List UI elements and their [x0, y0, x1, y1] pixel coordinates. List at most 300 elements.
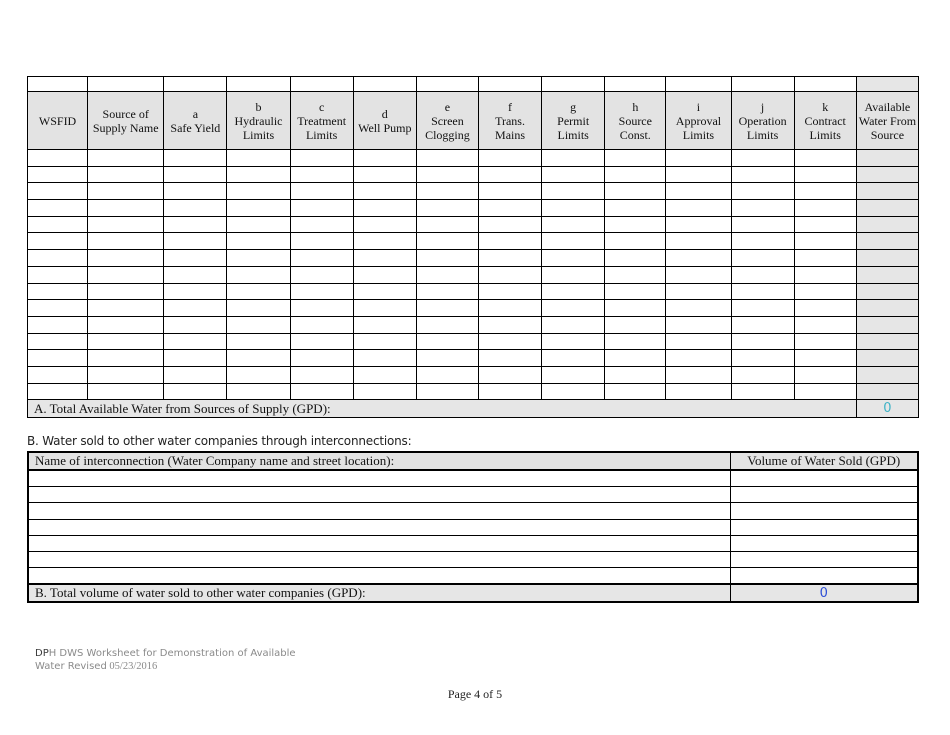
entry-cell[interactable]: [164, 283, 227, 300]
entry-cell[interactable]: [290, 383, 353, 400]
entry-cell[interactable]: [856, 233, 918, 250]
entry-cell[interactable]: [731, 250, 794, 267]
total-available-label: A. Total Available Water from Sources of Supply (GPD):: [28, 400, 857, 418]
entry-cell[interactable]: [794, 183, 856, 200]
entry-cell[interactable]: [353, 200, 416, 217]
column-label: Screen Clogging: [425, 113, 470, 142]
entry-cell[interactable]: [478, 150, 541, 167]
entry-cell[interactable]: [353, 150, 416, 167]
entry-cell[interactable]: [478, 383, 541, 400]
entry-cell[interactable]: [856, 366, 918, 383]
entry-cell[interactable]: [164, 250, 227, 267]
column-label: Approval Limits: [675, 113, 722, 142]
entry-cell[interactable]: [28, 283, 88, 300]
entry-cell[interactable]: [666, 150, 731, 167]
entry-cell[interactable]: [731, 333, 794, 350]
entry-cell[interactable]: [416, 283, 478, 300]
entry-cell[interactable]: [290, 183, 353, 200]
entry-cell[interactable]: [227, 250, 290, 267]
interconnection-row: [28, 470, 918, 487]
entry-cell[interactable]: [88, 200, 164, 217]
entry-cell[interactable]: [88, 300, 164, 317]
entry-cell[interactable]: [478, 283, 541, 300]
entry-cell[interactable]: [666, 333, 731, 350]
entry-cell[interactable]: [542, 300, 605, 317]
entry-cell[interactable]: [605, 366, 666, 383]
spacer-cell: [794, 77, 856, 92]
column-letter: f: [508, 99, 513, 114]
entry-cell[interactable]: [794, 366, 856, 383]
entry-cell[interactable]: [605, 333, 666, 350]
entry-cell[interactable]: [416, 233, 478, 250]
column-header: [794, 92, 856, 150]
column-letter: h: [632, 99, 639, 114]
page-number: Page 4 of 5: [447, 687, 503, 701]
entry-cell[interactable]: [290, 366, 353, 383]
entry-cell[interactable]: [164, 233, 227, 250]
entry-cell[interactable]: [542, 350, 605, 367]
entry-cell[interactable]: [416, 216, 478, 233]
spacer-cell: [227, 77, 290, 92]
entry-cell[interactable]: [856, 316, 918, 333]
entry-cell[interactable]: [794, 233, 856, 250]
entry-cell[interactable]: [164, 383, 227, 400]
water-sold-table: [27, 451, 919, 603]
footer-revised-date: 05/23/2016: [109, 661, 158, 672]
entry-cell[interactable]: [731, 316, 794, 333]
entry-cell[interactable]: [227, 383, 290, 400]
entry-cell[interactable]: [416, 250, 478, 267]
entry-cell[interactable]: [88, 366, 164, 383]
entry-cell[interactable]: [28, 233, 88, 250]
total-sold-row: [28, 584, 918, 602]
supply-row: [28, 383, 919, 400]
volume-sold-cell[interactable]: [730, 470, 918, 487]
entry-cell[interactable]: [88, 283, 164, 300]
interconnection-name-cell[interactable]: [28, 519, 730, 535]
spacer-cell: [290, 77, 353, 92]
entry-cell[interactable]: [28, 366, 88, 383]
entry-cell[interactable]: [478, 233, 541, 250]
entry-cell[interactable]: [164, 350, 227, 367]
entry-cell[interactable]: [290, 166, 353, 183]
entry-cell[interactable]: [731, 166, 794, 183]
total-sold-label: B. Total volume of water sold to other water companies (GPD):: [28, 584, 730, 602]
entry-cell[interactable]: [666, 316, 731, 333]
entry-cell[interactable]: [416, 166, 478, 183]
entry-cell[interactable]: [605, 200, 666, 217]
entry-cell[interactable]: [28, 316, 88, 333]
spacer-cell: [353, 77, 416, 92]
entry-cell[interactable]: [353, 316, 416, 333]
entry-cell[interactable]: [478, 200, 541, 217]
entry-cell[interactable]: [856, 200, 918, 217]
entry-cell[interactable]: [164, 216, 227, 233]
supply-row: [28, 183, 919, 200]
interconnection-name-cell[interactable]: [28, 535, 730, 551]
entry-cell[interactable]: [227, 266, 290, 283]
supply-row: [28, 366, 919, 383]
entry-cell[interactable]: [605, 233, 666, 250]
spacer-cell: [856, 77, 918, 92]
interconnection-name-cell[interactable]: [28, 551, 730, 567]
column-header: [605, 92, 666, 150]
entry-cell[interactable]: [478, 300, 541, 317]
entry-cell[interactable]: [731, 283, 794, 300]
entry-cell[interactable]: [856, 350, 918, 367]
entry-cell[interactable]: [542, 266, 605, 283]
column-letter: d: [381, 106, 388, 121]
entry-cell[interactable]: [478, 250, 541, 267]
entry-cell[interactable]: [856, 183, 918, 200]
entry-cell[interactable]: [542, 216, 605, 233]
entry-cell[interactable]: [416, 350, 478, 367]
entry-cell[interactable]: [290, 316, 353, 333]
entry-cell[interactable]: [542, 383, 605, 400]
interconnection-row: [28, 568, 918, 585]
entry-cell[interactable]: [605, 266, 666, 283]
entry-cell[interactable]: [666, 383, 731, 400]
entry-cell[interactable]: [794, 350, 856, 367]
entry-cell[interactable]: [794, 166, 856, 183]
column-label: Permit Limits: [557, 113, 590, 142]
entry-cell[interactable]: [28, 266, 88, 283]
entry-cell[interactable]: [88, 250, 164, 267]
column-label: Hydraulic Limits: [234, 113, 283, 142]
entry-cell[interactable]: [353, 183, 416, 200]
spacer-cell: [731, 77, 794, 92]
entry-cell[interactable]: [28, 250, 88, 267]
entry-cell[interactable]: [353, 333, 416, 350]
interconnection-name-header: Name of interconnection (Water Company name and street location):: [28, 452, 730, 470]
entry-cell[interactable]: [794, 216, 856, 233]
entry-cell[interactable]: [353, 366, 416, 383]
column-letter: a: [192, 106, 199, 121]
entry-cell[interactable]: [416, 150, 478, 167]
entry-cell[interactable]: [605, 250, 666, 267]
entry-cell[interactable]: [666, 366, 731, 383]
column-label: Contract Limits: [804, 113, 846, 142]
entry-cell[interactable]: [794, 300, 856, 317]
spacer-cell: [478, 77, 541, 92]
column-letter: e: [444, 99, 451, 114]
column-label: Treatment Limits: [297, 113, 347, 142]
entry-cell[interactable]: [416, 333, 478, 350]
entry-cell[interactable]: [353, 283, 416, 300]
entry-cell[interactable]: [794, 316, 856, 333]
entry-cell[interactable]: [164, 266, 227, 283]
column-header: [542, 92, 605, 150]
entry-cell[interactable]: [28, 183, 88, 200]
entry-cell[interactable]: [542, 366, 605, 383]
interconnection-row: [28, 487, 918, 503]
entry-cell[interactable]: [290, 283, 353, 300]
entry-cell[interactable]: [227, 200, 290, 217]
entry-cell[interactable]: [794, 150, 856, 167]
entry-cell[interactable]: [478, 333, 541, 350]
entry-cell[interactable]: [164, 166, 227, 183]
entry-cell[interactable]: [290, 300, 353, 317]
column-header: [731, 92, 794, 150]
entry-cell[interactable]: [164, 150, 227, 167]
volume-sold-cell[interactable]: [730, 503, 918, 519]
entry-cell[interactable]: [88, 183, 164, 200]
entry-cell[interactable]: [542, 200, 605, 217]
column-label: Available Water From Source: [858, 99, 917, 142]
entry-cell[interactable]: [416, 383, 478, 400]
entry-cell[interactable]: [856, 166, 918, 183]
entry-cell[interactable]: [353, 250, 416, 267]
volume-sold-cell[interactable]: [730, 535, 918, 551]
entry-cell[interactable]: [731, 383, 794, 400]
entry-cell[interactable]: [28, 333, 88, 350]
entry-cell[interactable]: [416, 316, 478, 333]
total-available-row: [28, 400, 919, 418]
entry-cell[interactable]: [290, 266, 353, 283]
entry-cell[interactable]: [478, 166, 541, 183]
volume-sold-cell[interactable]: [730, 487, 918, 503]
entry-cell[interactable]: [353, 350, 416, 367]
entry-cell[interactable]: [666, 233, 731, 250]
entry-cell[interactable]: [856, 283, 918, 300]
supply-row: [28, 166, 919, 183]
column-header: [353, 92, 416, 150]
volume-sold-cell[interactable]: [730, 568, 918, 585]
entry-cell[interactable]: [290, 200, 353, 217]
entry-cell[interactable]: [88, 350, 164, 367]
entry-cell[interactable]: [666, 166, 731, 183]
entry-cell[interactable]: [605, 216, 666, 233]
entry-cell[interactable]: [88, 333, 164, 350]
column-header: [478, 92, 541, 150]
entry-cell[interactable]: [794, 283, 856, 300]
entry-cell[interactable]: [605, 183, 666, 200]
entry-cell[interactable]: [731, 183, 794, 200]
entry-cell[interactable]: [731, 366, 794, 383]
entry-cell[interactable]: [227, 216, 290, 233]
footer-revised-label: Water Revised: [35, 661, 107, 672]
entry-cell[interactable]: [28, 350, 88, 367]
entry-cell[interactable]: [666, 183, 731, 200]
entry-cell[interactable]: [856, 383, 918, 400]
entry-cell[interactable]: [856, 150, 918, 167]
entry-cell[interactable]: [478, 266, 541, 283]
interconnection-row: [28, 535, 918, 551]
interconnection-name-cell[interactable]: [28, 568, 730, 585]
entry-cell[interactable]: [542, 333, 605, 350]
column-label: Source of Supply Name: [92, 106, 159, 135]
source-of-supply-table: [27, 76, 919, 418]
entry-cell[interactable]: [227, 150, 290, 167]
entry-cell[interactable]: [416, 200, 478, 217]
entry-cell[interactable]: [542, 233, 605, 250]
entry-cell[interactable]: [542, 283, 605, 300]
entry-cell[interactable]: [731, 216, 794, 233]
entry-cell[interactable]: [227, 366, 290, 383]
entry-cell[interactable]: [666, 216, 731, 233]
entry-cell[interactable]: [353, 233, 416, 250]
entry-cell[interactable]: [666, 200, 731, 217]
interconnection-name-cell[interactable]: [28, 503, 730, 519]
column-header: [28, 92, 88, 150]
entry-cell[interactable]: [164, 300, 227, 317]
supply-row: [28, 266, 919, 283]
entry-cell[interactable]: [605, 316, 666, 333]
entry-cell[interactable]: [353, 166, 416, 183]
interconnection-row: [28, 519, 918, 535]
supply-row: [28, 216, 919, 233]
entry-cell[interactable]: [353, 383, 416, 400]
column-letter: j: [760, 99, 765, 114]
spacer-cell: [28, 77, 88, 92]
entry-cell[interactable]: [290, 216, 353, 233]
entry-cell[interactable]: [856, 250, 918, 267]
supply-row: [28, 233, 919, 250]
entry-cell[interactable]: [164, 200, 227, 217]
entry-cell[interactable]: [666, 283, 731, 300]
entry-cell[interactable]: [478, 366, 541, 383]
entry-cell[interactable]: [28, 300, 88, 317]
volume-sold-cell[interactable]: [730, 551, 918, 567]
total-sold-value[interactable]: 0: [730, 584, 918, 602]
entry-cell[interactable]: [227, 166, 290, 183]
entry-cell[interactable]: [794, 250, 856, 267]
entry-cell[interactable]: [88, 383, 164, 400]
column-header: [164, 92, 227, 150]
entry-cell[interactable]: [731, 200, 794, 217]
entry-cell[interactable]: [164, 316, 227, 333]
footer-org: DP: [35, 648, 49, 659]
column-label: Source Const.: [618, 113, 652, 142]
entry-cell[interactable]: [731, 350, 794, 367]
entry-cell[interactable]: [28, 216, 88, 233]
entry-cell[interactable]: [88, 150, 164, 167]
entry-cell[interactable]: [542, 166, 605, 183]
entry-cell[interactable]: [28, 166, 88, 183]
spacer-cell: [542, 77, 605, 92]
supply-row: [28, 316, 919, 333]
entry-cell[interactable]: [666, 350, 731, 367]
entry-cell[interactable]: [856, 333, 918, 350]
interconnection-name-cell[interactable]: [28, 470, 730, 487]
entry-cell[interactable]: [353, 300, 416, 317]
entry-cell[interactable]: [290, 333, 353, 350]
entry-cell[interactable]: [290, 233, 353, 250]
entry-cell[interactable]: [353, 266, 416, 283]
entry-cell[interactable]: [542, 150, 605, 167]
entry-cell[interactable]: [28, 383, 88, 400]
entry-cell[interactable]: [478, 216, 541, 233]
entry-cell[interactable]: [731, 266, 794, 283]
entry-cell[interactable]: [605, 383, 666, 400]
entry-cell[interactable]: [290, 250, 353, 267]
entry-cell[interactable]: [605, 300, 666, 317]
column-label: Trans. Mains: [495, 113, 526, 142]
footer-title: [35, 648, 296, 659]
entry-cell[interactable]: [605, 283, 666, 300]
column-letter: c: [318, 99, 325, 114]
entry-cell[interactable]: [416, 300, 478, 317]
entry-cell[interactable]: [605, 150, 666, 167]
entry-cell[interactable]: [88, 233, 164, 250]
interconnection-name-cell[interactable]: [28, 487, 730, 503]
entry-cell[interactable]: [88, 216, 164, 233]
entry-cell[interactable]: [794, 200, 856, 217]
entry-cell[interactable]: [353, 216, 416, 233]
entry-cell[interactable]: [416, 266, 478, 283]
supply-row: [28, 350, 919, 367]
entry-cell[interactable]: [227, 333, 290, 350]
column-header: [290, 92, 353, 150]
entry-cell[interactable]: [478, 350, 541, 367]
entry-cell[interactable]: [731, 150, 794, 167]
entry-cell[interactable]: [794, 333, 856, 350]
entry-cell[interactable]: [290, 350, 353, 367]
entry-cell[interactable]: [605, 350, 666, 367]
entry-cell[interactable]: [227, 283, 290, 300]
column-letter: b: [255, 99, 262, 114]
entry-cell[interactable]: [88, 166, 164, 183]
column-header: [88, 92, 164, 150]
column-header: [856, 92, 918, 150]
entry-cell[interactable]: [88, 266, 164, 283]
entry-cell[interactable]: [794, 383, 856, 400]
entry-cell[interactable]: [666, 266, 731, 283]
spacer-cell: [164, 77, 227, 92]
supply-row: [28, 283, 919, 300]
supply-row: [28, 150, 919, 167]
entry-cell[interactable]: [416, 183, 478, 200]
entry-cell[interactable]: [227, 233, 290, 250]
entry-cell[interactable]: [227, 300, 290, 317]
volume-sold-cell[interactable]: [730, 519, 918, 535]
entry-cell[interactable]: [88, 316, 164, 333]
entry-cell[interactable]: [164, 366, 227, 383]
entry-cell[interactable]: [227, 183, 290, 200]
spacer-cell: [88, 77, 164, 92]
entry-cell[interactable]: [290, 150, 353, 167]
interconnection-row: [28, 551, 918, 567]
entry-cell[interactable]: [731, 233, 794, 250]
supply-row: [28, 200, 919, 217]
entry-cell[interactable]: [416, 366, 478, 383]
entry-cell[interactable]: [856, 266, 918, 283]
entry-cell[interactable]: [478, 316, 541, 333]
entry-cell[interactable]: [164, 333, 227, 350]
entry-cell[interactable]: [542, 316, 605, 333]
entry-cell[interactable]: [478, 183, 541, 200]
total-available-value[interactable]: 0: [856, 400, 918, 418]
entry-cell[interactable]: [542, 183, 605, 200]
entry-cell[interactable]: [28, 200, 88, 217]
entry-cell[interactable]: [731, 300, 794, 317]
entry-cell[interactable]: [666, 250, 731, 267]
entry-cell[interactable]: [605, 166, 666, 183]
section-b-heading: B. Water sold to other water companies through interconnections:: [27, 434, 412, 448]
entry-cell[interactable]: [856, 300, 918, 317]
entry-cell[interactable]: [28, 150, 88, 167]
column-header: [416, 92, 478, 150]
entry-cell[interactable]: [856, 216, 918, 233]
entry-cell[interactable]: [794, 266, 856, 283]
entry-cell[interactable]: [542, 250, 605, 267]
entry-cell[interactable]: [164, 183, 227, 200]
entry-cell[interactable]: [227, 350, 290, 367]
entry-cell[interactable]: [666, 300, 731, 317]
supply-header-row: [28, 92, 919, 150]
column-label: Operation Limits: [738, 113, 787, 142]
entry-cell[interactable]: [227, 316, 290, 333]
